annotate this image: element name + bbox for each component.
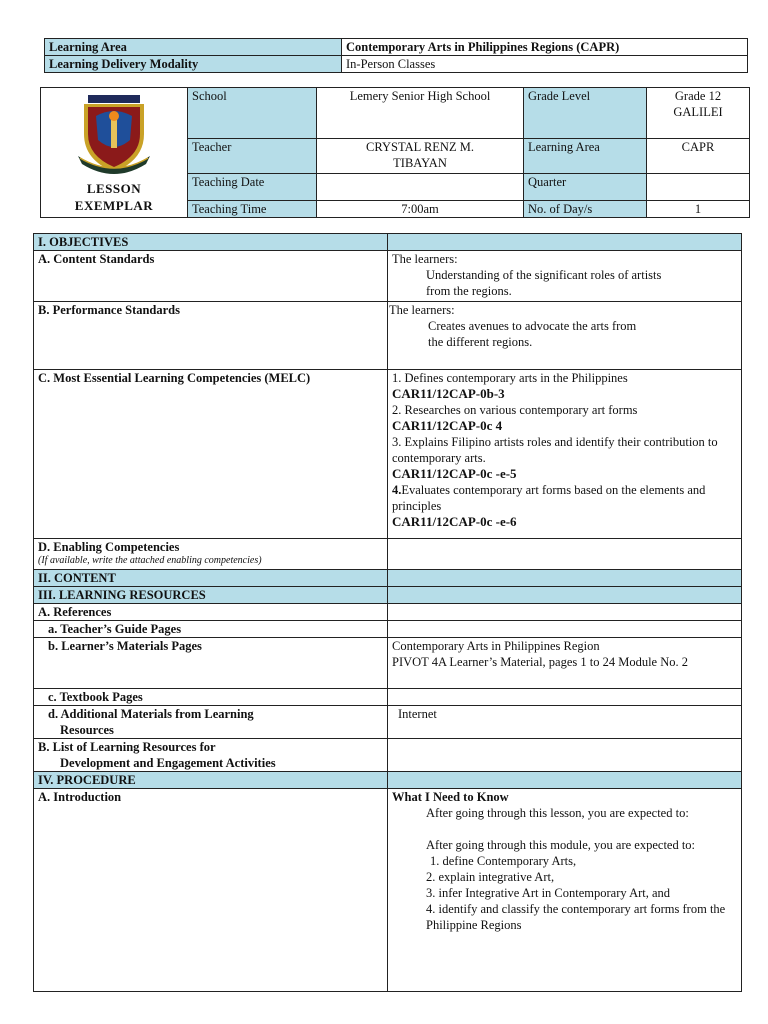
enabling-value xyxy=(388,539,742,570)
lm-value-line1: Contemporary Arts in Philippines Region xyxy=(392,639,600,653)
grade-label: Grade Level xyxy=(524,88,647,139)
melc-num: 2. xyxy=(392,403,402,417)
teacher-label: Teacher xyxy=(188,139,317,174)
school-seal-icon xyxy=(74,94,154,176)
intro-item: 2. explain integrative Art, xyxy=(426,870,555,884)
list-label-line2: Development and Engagement Activities xyxy=(60,756,276,770)
intro-item: 4. identify and classify the contemporary art forms from the Philippine Regions xyxy=(426,902,726,932)
logo-cell xyxy=(41,88,188,218)
list-label xyxy=(34,739,388,772)
tg-value xyxy=(388,621,742,638)
teacher-value-line1: CRYSTAL RENZ M. xyxy=(366,140,474,154)
performance-standards-label: B. Performance Standards xyxy=(34,302,388,370)
content-standards-value xyxy=(388,251,742,302)
melc-code: CAR11/12CAP-0c -e-5 xyxy=(392,466,517,481)
grade-value-line1: Grade 12 xyxy=(674,89,722,103)
references-label: A. References xyxy=(34,604,388,621)
date-value xyxy=(317,174,524,201)
learning-area-label: Learning Area xyxy=(45,39,342,56)
intro-item: 3. infer Integrative Art in Contemporary Art, and xyxy=(426,886,671,900)
area-label: Learning Area xyxy=(524,139,647,174)
teacher-value-line2: TIBAYAN xyxy=(393,156,447,170)
lesson-label: LESSON xyxy=(86,181,142,196)
melc-text: Explains Filipino artists roles and identify their contribution to contemporary arts. xyxy=(392,435,718,465)
time-label: Teaching Time xyxy=(188,201,317,218)
resources-heading: III. LEARNING RESOURCES xyxy=(34,587,388,604)
melc-code: CAR11/12CAP-0c -e-6 xyxy=(392,514,517,529)
content-text-2: from the regions. xyxy=(426,284,512,298)
resources-heading-right xyxy=(388,587,742,604)
quarter-label: Quarter xyxy=(524,174,647,201)
additional-label-line2: Resources xyxy=(60,723,114,737)
tg-label: a. Teacher’s Guide Pages xyxy=(34,621,388,638)
procedure-heading: IV. PROCEDURE xyxy=(34,772,388,789)
melc-item xyxy=(392,434,737,466)
area-value: CAPR xyxy=(647,139,750,174)
list-label-line1: B. List of Learning Resources for xyxy=(38,740,216,754)
melc-num: 4. xyxy=(392,483,402,497)
melc-code: CAR11/12CAP-0c 4 xyxy=(392,418,503,433)
additional-label-line1: d. Additional Materials from Learning xyxy=(48,707,254,721)
melc-num: 3. xyxy=(392,435,402,449)
melc-value xyxy=(388,370,742,539)
additional-label xyxy=(34,706,388,739)
melc-num: 1. xyxy=(392,371,402,385)
modality-label: Learning Delivery Modality xyxy=(45,56,342,73)
objectives-heading: I. OBJECTIVES xyxy=(34,234,388,251)
melc-label: C. Most Essential Learning Competencies (MELC) xyxy=(34,370,388,539)
melc-item xyxy=(392,370,737,386)
procedure-heading-right xyxy=(388,772,742,789)
learning-area-value: Contemporary Arts in Philippines Regions (CAPR) xyxy=(342,39,748,56)
textbook-value xyxy=(388,689,742,706)
performance-text-1: Creates avenues to advocate the arts from xyxy=(428,319,637,333)
modality-value: In-Person Classes xyxy=(342,56,748,73)
content-text-1: Understanding of the significant roles of artists xyxy=(426,268,662,282)
content-heading-right xyxy=(388,570,742,587)
intro-paragraph-2: After going through this module, you are expected to: xyxy=(426,838,696,852)
melc-item xyxy=(392,482,737,514)
additional-value: Internet xyxy=(388,706,742,739)
main-table xyxy=(33,233,742,992)
grade-value xyxy=(647,88,750,139)
introduction-label: A. Introduction xyxy=(34,789,388,992)
melc-text: Defines contemporary arts in the Philippines xyxy=(401,371,628,385)
teacher-value xyxy=(317,139,524,174)
content-intro: The learners: xyxy=(392,252,458,266)
school-label: School xyxy=(188,88,317,139)
days-label: No. of Day/s xyxy=(524,201,647,218)
melc-item xyxy=(392,402,737,418)
melc-text: Evaluates contemporary art forms based on the elements and principles xyxy=(392,483,706,513)
intro-item: 1. define Contemporary Arts, xyxy=(430,854,577,868)
references-value xyxy=(388,604,742,621)
melc-text: Researches on various contemporary art forms xyxy=(401,403,638,417)
info-table xyxy=(40,87,750,218)
intro-title: What I Need to Know xyxy=(392,790,509,804)
melc-code: CAR11/12CAP-0b-3 xyxy=(392,386,505,401)
lm-value-line2: PIVOT 4A Learner’s Material, pages 1 to 24 Module No. 2 xyxy=(392,655,689,669)
days-value: 1 xyxy=(647,201,750,218)
performance-standards-value xyxy=(388,302,742,370)
performance-text-2: the different regions. xyxy=(428,335,533,349)
lm-value xyxy=(388,638,742,689)
school-value: Lemery Senior High School xyxy=(317,88,524,139)
content-standards-label: A. Content Standards xyxy=(34,251,388,302)
lm-label: b. Learner’s Materials Pages xyxy=(34,638,388,689)
content-heading: II. CONTENT xyxy=(34,570,388,587)
list-value xyxy=(388,739,742,772)
intro-paragraph-1: After going through this lesson, you are expected to: xyxy=(426,806,689,820)
textbook-label: c. Textbook Pages xyxy=(34,689,388,706)
objectives-heading-right xyxy=(388,234,742,251)
exemplar-label: EXEMPLAR xyxy=(74,198,154,213)
performance-intro: The learners: xyxy=(389,303,455,317)
time-value: 7:00am xyxy=(317,201,524,218)
date-label: Teaching Date xyxy=(188,174,317,201)
header-table xyxy=(44,38,748,73)
enabling-label-text: D. Enabling Competencies xyxy=(38,540,180,554)
enabling-note: (If available, write the attached enabling competencies) xyxy=(38,555,262,566)
quarter-value xyxy=(647,174,750,201)
enabling-label xyxy=(34,539,388,570)
introduction-value xyxy=(388,789,742,992)
grade-value-line2: GALILEI xyxy=(673,105,723,119)
